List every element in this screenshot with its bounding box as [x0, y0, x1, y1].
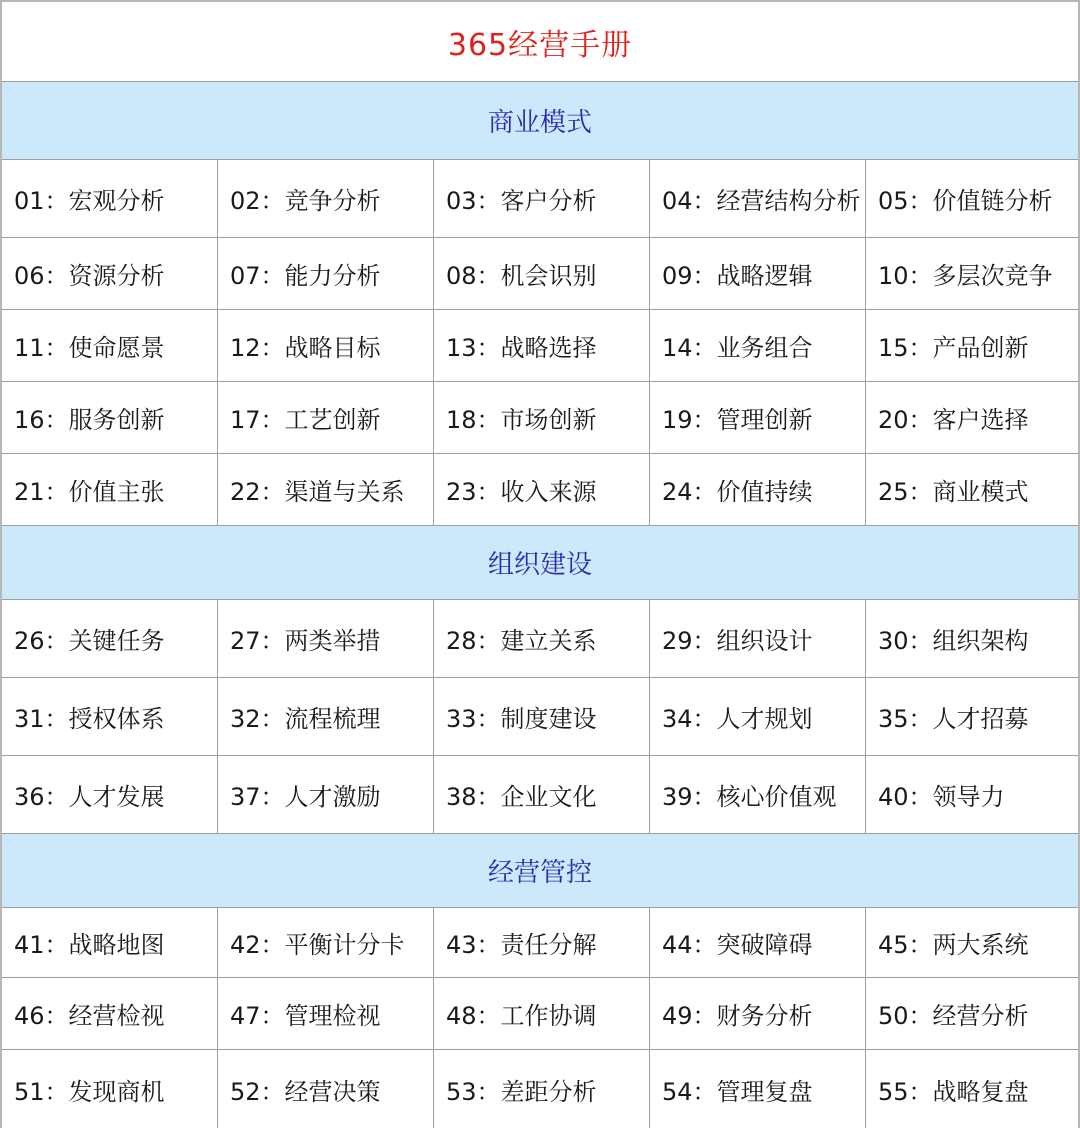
section-title: 组织建设 [487, 550, 592, 580]
handbook-item: 37：人才激励 [218, 756, 434, 833]
handbook-item: 09：战略逻辑 [650, 238, 866, 309]
handbook-item: 30：组织架构 [878, 627, 1029, 655]
handbook-item: 25：商业模式 [878, 478, 1029, 506]
table-row [2, 908, 1078, 978]
handbook-item: 14：业务组合 [650, 310, 866, 381]
handbook-item: 18：市场创新 [434, 382, 650, 453]
handbook-item: 05：价值链分析 [878, 187, 1053, 215]
handbook-item: 10：多层次竞争 [878, 262, 1053, 290]
handbook-item: 33：制度建设 [434, 678, 650, 755]
handbook-item: 27：两类举措 [218, 600, 434, 677]
handbook-item: 02：竞争分析 [218, 160, 434, 237]
table-row [2, 238, 1078, 310]
table-row [2, 600, 1078, 678]
table-row [2, 978, 1078, 1050]
handbook-item: 46：经营检视 [2, 978, 218, 1049]
table-row [2, 310, 1078, 382]
handbook-item: 47：管理检视 [218, 978, 434, 1049]
handbook-item: 01：宏观分析 [2, 160, 218, 237]
handbook-item: 41：战略地图 [2, 908, 218, 977]
handbook-item: 34：人才规划 [650, 678, 866, 755]
section-header-operations-control [2, 834, 1078, 908]
handbook-item: 49：财务分析 [650, 978, 866, 1049]
title-row [2, 2, 1078, 82]
table-row [2, 756, 1078, 834]
handbook-item: 55：战略复盘 [878, 1077, 1029, 1106]
section-header-organization [2, 526, 1078, 600]
handbook-item: 50：经营分析 [878, 1002, 1029, 1030]
handbook-item: 12：战略目标 [218, 310, 434, 381]
handbook-item: 32：流程梳理 [218, 678, 434, 755]
handbook-item: 36：人才发展 [2, 756, 218, 833]
handbook-item: 13：战略选择 [434, 310, 650, 381]
table-row [2, 160, 1078, 238]
handbook-item: 43：责任分解 [434, 908, 650, 977]
handbook-item: 06：资源分析 [2, 238, 218, 309]
handbook-item: 11：使命愿景 [2, 310, 218, 381]
handbook-item: 44：突破障碍 [650, 908, 866, 977]
handbook-item: 22：渠道与关系 [218, 454, 434, 525]
handbook-item: 19：管理创新 [650, 382, 866, 453]
handbook-item: 15：产品创新 [878, 334, 1029, 362]
handbook-item: 29：组织设计 [650, 600, 866, 677]
handbook-item: 31：授权体系 [2, 678, 218, 755]
handbook-item: 54：管理复盘 [650, 1050, 866, 1128]
handbook-item: 51：发现商机 [2, 1050, 218, 1128]
section-header-business-model [2, 82, 1078, 160]
handbook-item: 28：建立关系 [434, 600, 650, 677]
handbook-item: 52：经营决策 [218, 1050, 434, 1128]
page-title: 365经营手册 [447, 27, 633, 63]
handbook-item: 53：差距分析 [434, 1050, 650, 1128]
handbook-item: 23：收入来源 [434, 454, 650, 525]
handbook-item: 21：价值主张 [2, 454, 218, 525]
table-row [2, 382, 1078, 454]
handbook-item: 38：企业文化 [434, 756, 650, 833]
handbook-item: 48：工作协调 [434, 978, 650, 1049]
handbook-item: 24：价值持续 [650, 454, 866, 525]
handbook-item: 08：机会识别 [434, 238, 650, 309]
handbook-item: 35：人才招募 [878, 705, 1029, 733]
handbook-item: 26：关键任务 [2, 600, 218, 677]
handbook-item: 07：能力分析 [218, 238, 434, 309]
section-title: 商业模式 [487, 108, 592, 138]
handbook-item: 04：经营结构分析 [650, 160, 866, 237]
section-title: 经营管控 [487, 858, 592, 888]
handbook-item: 03：客户分析 [434, 160, 650, 237]
handbook-item: 39：核心价值观 [650, 756, 866, 833]
table-row [2, 454, 1078, 526]
handbook-item: 40：领导力 [878, 783, 1005, 811]
handbook-item: 17：工艺创新 [218, 382, 434, 453]
table-row [2, 678, 1078, 756]
handbook-item: 45：两大系统 [878, 931, 1029, 959]
table-row [2, 1050, 1078, 1128]
handbook-item: 42：平衡计分卡 [218, 908, 434, 977]
handbook-item: 16：服务创新 [2, 382, 218, 453]
handbook-item: 20：客户选择 [878, 406, 1029, 434]
